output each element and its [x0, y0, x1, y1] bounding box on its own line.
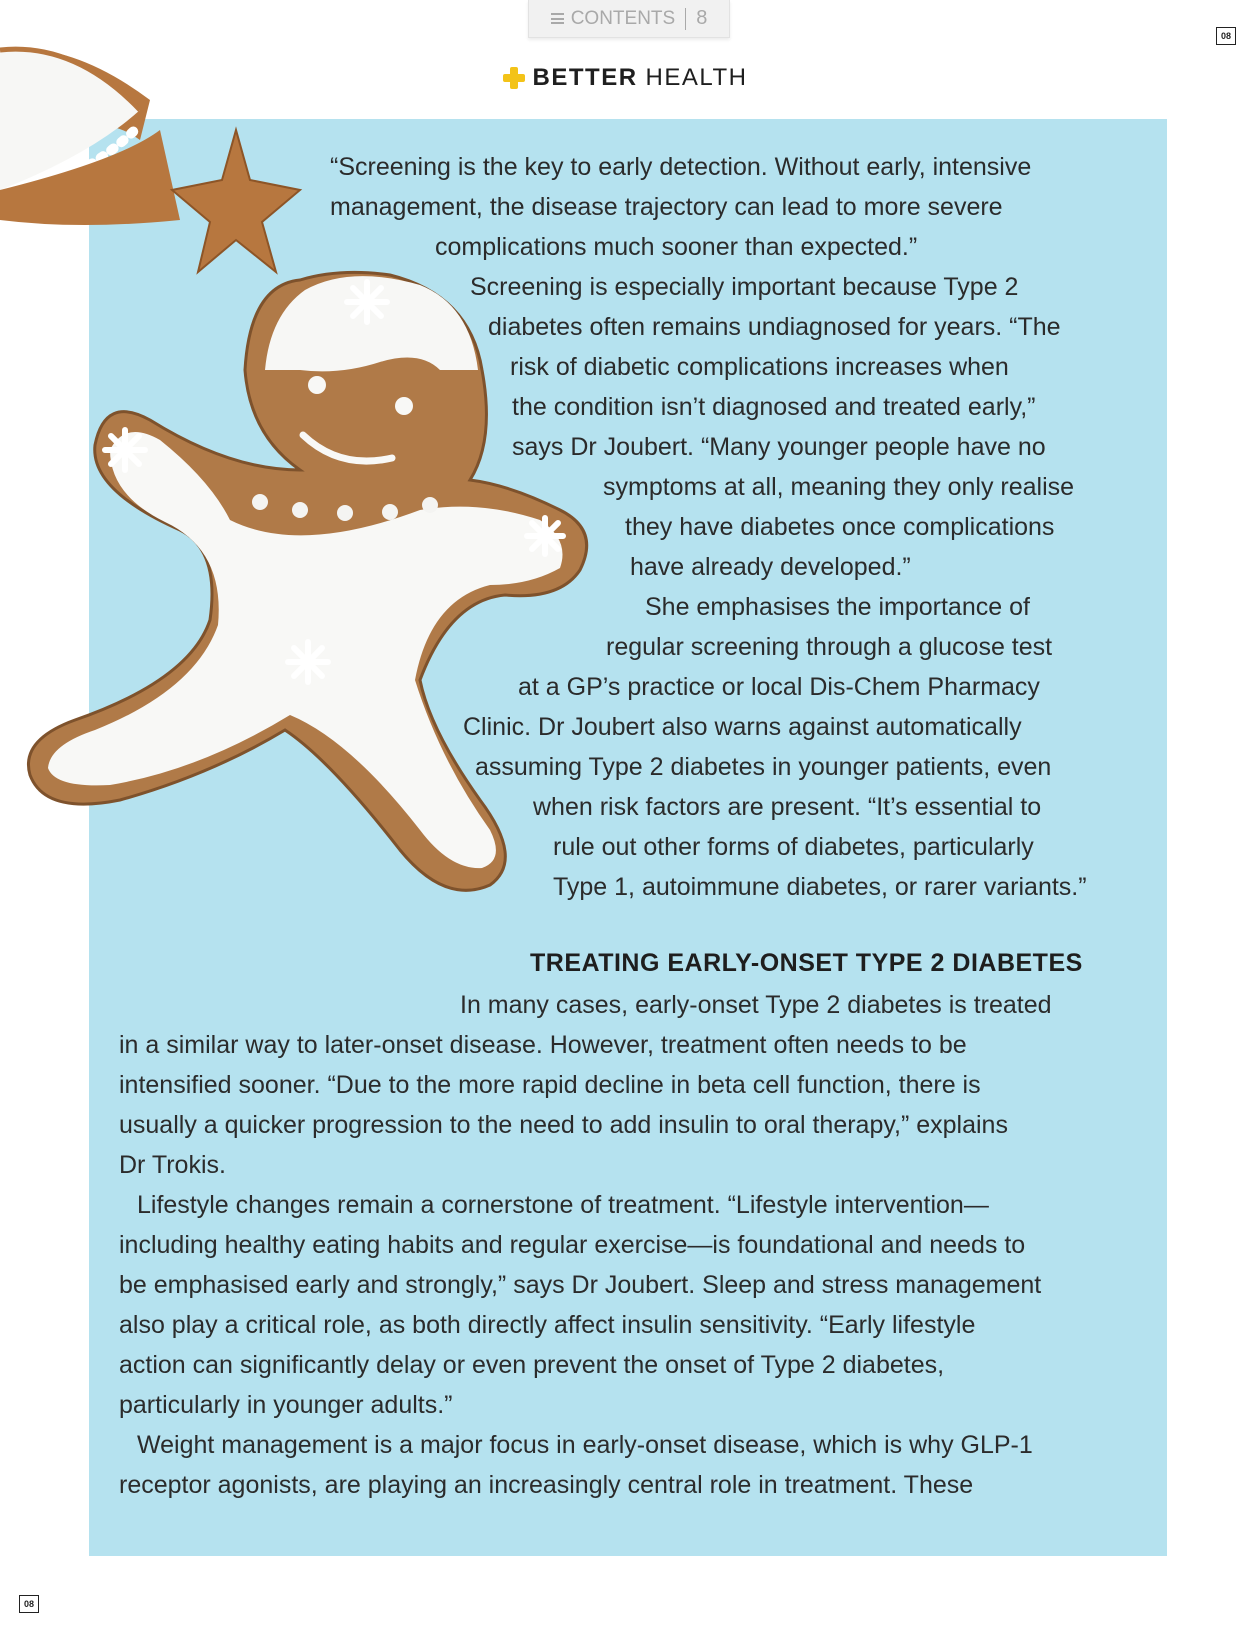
hamburger-icon — [551, 13, 564, 24]
text-line: complications much sooner than expected.” — [435, 233, 918, 261]
text-line: “Screening is the key to early detection. Without early, intensive — [330, 153, 1032, 181]
text-line: particularly in younger adults.” — [119, 1391, 453, 1419]
text-line: be emphasised early and strongly,” says Dr Joubert. Sleep and stress management — [119, 1271, 1042, 1299]
contents-tab[interactable] — [528, 0, 730, 38]
text-line: assuming Type 2 diabetes in younger patients, even — [475, 753, 1052, 781]
text-line: have already developed.” — [630, 553, 911, 581]
text-line: Weight management is a major focus in early-onset disease, which is why GLP-1 — [137, 1431, 1033, 1459]
text-line: including healthy eating habits and regular exercise—is foundational and needs to — [119, 1231, 1026, 1259]
text-line: Screening is especially important because Type 2 — [470, 273, 1019, 301]
section-title-bold: BETTER — [532, 64, 638, 91]
text-line: at a GP’s practice or local Dis-Chem Pharmacy — [518, 673, 1040, 701]
text-line: diabetes often remains undiagnosed for years. “The — [488, 313, 1061, 341]
text-line: action can significantly delay or even prevent the onset of Type 2 diabetes, — [119, 1351, 945, 1379]
section-title-regular: HEALTH — [645, 64, 748, 91]
text-line: regular screening through a glucose test — [606, 633, 1053, 661]
text-line: in a similar way to later-onset disease. However, treatment often needs to be — [119, 1031, 967, 1059]
text-line: In many cases, early-onset Type 2 diabetes is treated — [460, 991, 1052, 1019]
text-line: Clinic. Dr Joubert also warns against automatically — [463, 713, 1022, 741]
text-line: when risk factors are present. “It’s essential to — [533, 793, 1042, 821]
text-line: says Dr Joubert. “Many younger people have no — [512, 433, 1046, 461]
text-line: She emphasises the importance of — [645, 593, 1030, 621]
text-line: risk of diabetic complications increases when — [510, 353, 1009, 381]
page-badge-top: 08 — [1216, 27, 1236, 45]
tab-divider — [685, 8, 686, 30]
contents-label: CONTENTS — [570, 7, 676, 29]
shooting-star-image — [0, 49, 300, 272]
text-line: management, the disease trajectory can lead to more severe — [330, 193, 1003, 221]
subheading: TREATING EARLY-ONSET TYPE 2 DIABETES — [530, 949, 1083, 977]
text-line: symptoms at all, meaning they only realise — [603, 473, 1075, 501]
text-line: Lifestyle changes remain a cornerstone of treatment. “Lifestyle intervention— — [137, 1191, 989, 1219]
text-line: they have diabetes once complications — [625, 513, 1055, 541]
page-number: 8 — [696, 7, 708, 29]
text-line: intensified sooner. “Due to the more rapid decline in beta cell function, there is — [119, 1071, 981, 1099]
text-line: Type 1, autoimmune diabetes, or rarer variants.” — [553, 873, 1087, 901]
gingerbread-man-image — [28, 272, 586, 890]
page-badge-bottom: 08 — [19, 1595, 39, 1613]
text-line: the condition isn’t diagnosed and treated early,” — [512, 393, 1036, 421]
text-line: also play a critical role, as both directly affect insulin sensitivity. “Early lifestyle — [119, 1311, 976, 1339]
text-line: rule out other forms of diabetes, particularly — [553, 833, 1034, 861]
text-line: usually a quicker progression to the need to add insulin to oral therapy,” explains — [119, 1111, 1008, 1139]
text-line: receptor agonists, are playing an increasingly central role in treatment. These — [119, 1471, 974, 1499]
text-line: Dr Trokis. — [119, 1151, 226, 1179]
